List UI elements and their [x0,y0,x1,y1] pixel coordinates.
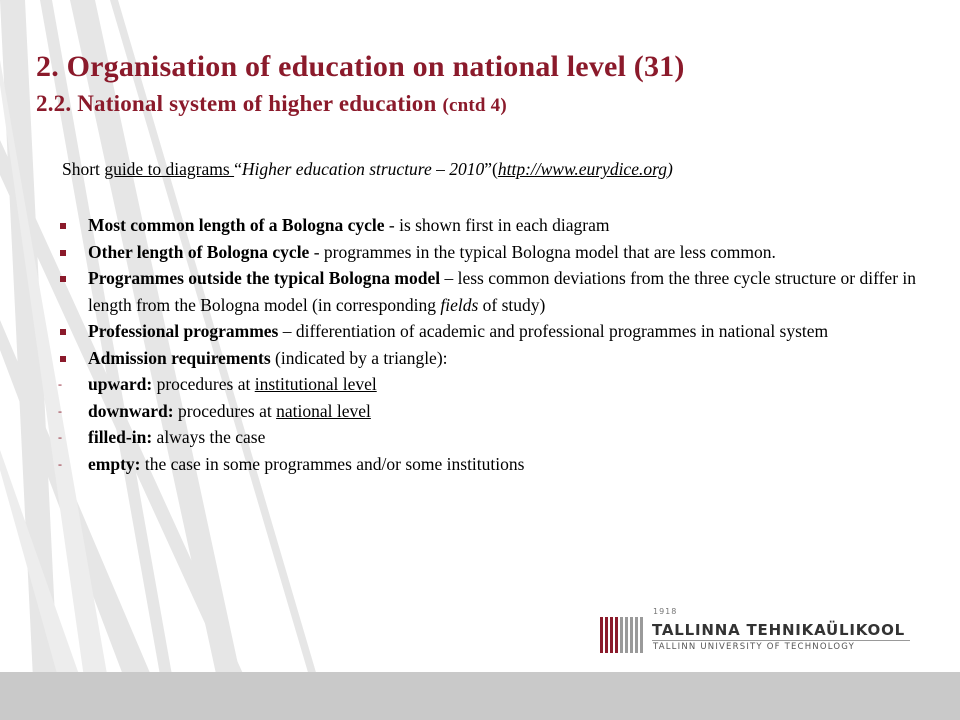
subitem-term: upward: [88,374,153,394]
bullet-term: Most common length of a Bologna cycle [88,215,389,235]
sub-list-item [58,371,938,398]
bullet-term: Programmes outside the typical Bologna model [88,268,441,288]
square-bullet-icon [60,329,66,335]
subitem-term: downward: [88,400,174,421]
list-item [58,239,938,266]
logo-subtitle: TALLINN UNIVERSITY OF TECHNOLOGY [653,642,856,652]
bullet-term: Other length of Bologna cycle [88,241,314,262]
subitem-term: filled-in: [88,427,153,447]
logo-name: TALLINNA TEHNIKAÜLIKOOL [652,621,905,639]
list-item [58,318,938,345]
subitem-text: procedures at [173,400,277,421]
logo-year: 1918 [653,607,678,616]
intro-title: Higher education structure – 2010 [241,159,485,179]
list-item [58,345,938,372]
university-logo [600,609,912,655]
bullet-italic: fields [440,294,479,315]
list-item [58,212,938,239]
bullet-text-end: of study) [478,294,546,315]
subitem-text: procedures at [152,374,255,394]
bullet-term: Professional programmes [88,321,279,341]
bullet-text: - programmes in the typical Bologna model that are less common. [313,241,776,262]
square-bullet-icon [60,356,66,362]
sub-list-item [58,451,938,478]
logo-bars-icon [600,609,646,655]
slide-subtitle [36,91,507,117]
subitem-text: the case in some programmes and/or some institutions [140,453,525,474]
logo-divider [652,640,910,641]
bullet-text: (indicated by a triangle): [270,347,448,368]
subtitle-continued: (cntd 4) [442,95,507,116]
dash-bullet-icon: - [58,456,62,471]
bullet-text: – less common deviations from the three cycle structure or differ in length from the Bologna model (in corresponding [88,268,917,315]
intro-prefix: Short [62,159,105,179]
slide-title: 2. Organisation of education on national level (31) [36,50,685,83]
bullet-text: – differentiation of academic and professional programmes in national system [278,321,829,341]
eurydice-link[interactable]: http://www.eurydice.org [497,159,668,179]
dash-bullet-icon: - [58,377,62,391]
square-bullet-icon [60,276,66,282]
subitem-underlined: institutional level [254,374,377,394]
subitem-term: empty: [88,453,141,474]
subitem-underlined: national level [276,400,371,421]
square-bullet-icon [60,223,66,229]
square-bullet-icon [60,250,66,256]
list-item [58,265,938,318]
bullet-list [58,212,938,477]
intro-line [62,159,673,180]
bullet-text: - is shown first in each diagram [388,215,610,235]
dash-bullet-icon: - [58,403,62,418]
intro-suffix: ) [667,159,673,179]
subtitle-main: 2.2. National system of higher education [36,91,443,116]
guide-link[interactable]: guide to diagrams [104,159,235,179]
sub-list-item [58,398,938,425]
bullet-term: Admission requirements [88,347,271,368]
quote-open: “ [234,159,242,179]
subitem-text: always the case [152,427,266,447]
sub-list-item [58,424,938,451]
dash-bullet-icon: - [58,430,62,444]
quote-close: ”( [484,159,498,179]
